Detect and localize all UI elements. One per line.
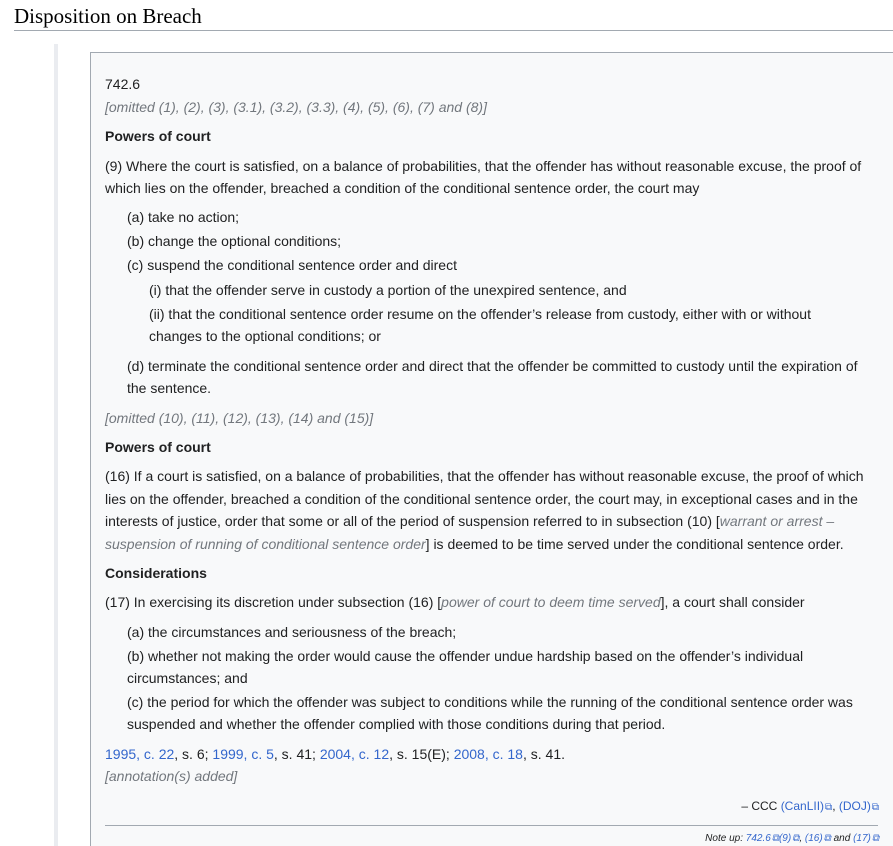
history-link-2004[interactable]: 2004, c. 12 bbox=[319, 746, 390, 762]
paragraph-9a: (a) take no action; bbox=[127, 209, 240, 225]
omitted-note-1: [omitted (1), (2), (3), (3.1), (3.2), (3.3), (4), (5), (6), (7) and (8)] bbox=[105, 99, 487, 115]
section-number: 742.6 bbox=[105, 76, 141, 92]
doj-link[interactable]: (DOJ) bbox=[838, 799, 871, 813]
external-link-icon: ⧉ bbox=[771, 833, 779, 844]
subsection-16-line-2: lies on the offender, breached a condition of the conditional sentence order, the court may, in exceptional cases and in the bbox=[105, 491, 858, 507]
external-link-icon: ⧉ bbox=[823, 833, 831, 844]
source-separator: , bbox=[832, 799, 839, 813]
paragraph-9d-line-2: the sentence. bbox=[127, 380, 212, 396]
paragraph-17c-line-2: suspended and whether the offender complied with those conditions during that period. bbox=[127, 716, 666, 732]
history-text-2: , s. 41; bbox=[273, 746, 320, 762]
noteup-sep-2: and bbox=[830, 833, 854, 844]
source-prefix: – CCC bbox=[741, 799, 781, 813]
subparagraph-9c-ii-line-2: changes to the optional conditions; or bbox=[149, 328, 381, 344]
powers-heading-2: Powers of court bbox=[105, 439, 211, 455]
paragraph-9d-line-1: (d) terminate the conditional sentence order and direct that the offender be committed to custody until the expiration of bbox=[127, 358, 858, 374]
paragraph-17c-line-1: (c) the period for which the offender was subject to conditions while the running of the conditional sentence order was bbox=[127, 694, 853, 710]
subsection-16-line-3 bbox=[105, 510, 834, 533]
history-text-3: , s. 15(E); bbox=[389, 746, 454, 762]
noteup-link-742-6[interactable]: 742.6 bbox=[745, 833, 771, 844]
history-link-2008[interactable]: 2008, c. 18 bbox=[453, 746, 523, 762]
considerations-heading: Considerations bbox=[105, 565, 207, 581]
paragraph-17a: (a) the circumstances and seriousness of the breach; bbox=[127, 624, 457, 640]
paragraph-9c: (c) suspend the conditional sentence order and direct bbox=[127, 257, 457, 273]
annotation-power-of-court: power of court to deem time served bbox=[441, 594, 661, 610]
subsection-16-line-1: (16) If a court is satisfied, on a balance of probabilities, that the offender has without reasonable excuse, the proof of which bbox=[105, 468, 864, 484]
subparagraph-9c-ii-line-1: (ii) that the conditional sentence order resume on the offender’s release from custody, either with or without bbox=[149, 306, 811, 322]
canlii-link[interactable]: (CanLII) bbox=[780, 799, 825, 813]
subparagraph-9c-i: (i) that the offender serve in custody a portion of the unexpired sentence, and bbox=[149, 282, 627, 298]
noteup-link-9[interactable]: (9) bbox=[778, 833, 792, 844]
noteup-sep-1: , bbox=[799, 833, 805, 844]
amendment-history bbox=[105, 743, 565, 766]
omitted-note-2: [omitted (10), (11), (12), (13), (14) and (15)] bbox=[105, 410, 374, 426]
note-up-links bbox=[705, 832, 879, 846]
section-heading: Disposition on Breach bbox=[14, 3, 893, 31]
divider bbox=[105, 825, 878, 826]
external-link-icon: ⧉ bbox=[871, 802, 879, 813]
subsection-16-text: interests of justice, order that some or all of the period of suspension referred to in subsection (10) [ bbox=[105, 513, 720, 529]
history-text-1: , s. 6; bbox=[174, 746, 213, 762]
paragraph-9b: (b) change the optional conditions; bbox=[127, 233, 342, 249]
powers-heading-1: Powers of court bbox=[105, 128, 211, 144]
subsection-17-text-end: ], a court shall consider bbox=[660, 594, 805, 610]
subsection-9-line-2: which lies on the offender, breached a condition of the conditional sentence order, the court may bbox=[105, 180, 700, 196]
subsection-17 bbox=[105, 591, 805, 614]
external-link-icon: ⧉ bbox=[871, 833, 879, 844]
annotation-suspension: suspension of running of conditional sentence order bbox=[105, 536, 426, 552]
source-citation bbox=[741, 798, 879, 816]
paragraph-17b-line-1: (b) whether not making the order would cause the offender undue hardship based on the offender’s individual bbox=[127, 648, 804, 664]
history-link-1995[interactable]: 1995, c. 22 bbox=[105, 746, 175, 762]
paragraph-17b-line-2: circumstances; and bbox=[127, 670, 248, 686]
annotation-added-note: [annotation(s) added] bbox=[105, 768, 238, 784]
left-indent-bar bbox=[54, 44, 58, 846]
subsection-9-line-1: (9) Where the court is satisfied, on a balance of probabilities, that the offender has without reasonable excuse, the proof of bbox=[105, 158, 862, 174]
external-link-icon: ⧉ bbox=[825, 802, 833, 813]
noteup-link-16[interactable]: (16) bbox=[804, 833, 823, 844]
noteup-prefix: Note up: bbox=[705, 833, 746, 844]
noteup-link-17[interactable]: (17) bbox=[853, 833, 871, 844]
history-link-1999[interactable]: 1999, c. 5 bbox=[212, 746, 274, 762]
external-link-icon: ⧉ bbox=[792, 833, 800, 844]
annotation-warrant: warrant or arrest – bbox=[719, 513, 835, 529]
subsection-16-line-4 bbox=[105, 533, 844, 556]
history-text-4: , s. 41. bbox=[522, 746, 565, 762]
subsection-17-text: (17) In exercising its discretion under subsection (16) [ bbox=[105, 594, 442, 610]
subsection-16-text-end: ] is deemed to be time served under the conditional sentence order. bbox=[425, 536, 844, 552]
